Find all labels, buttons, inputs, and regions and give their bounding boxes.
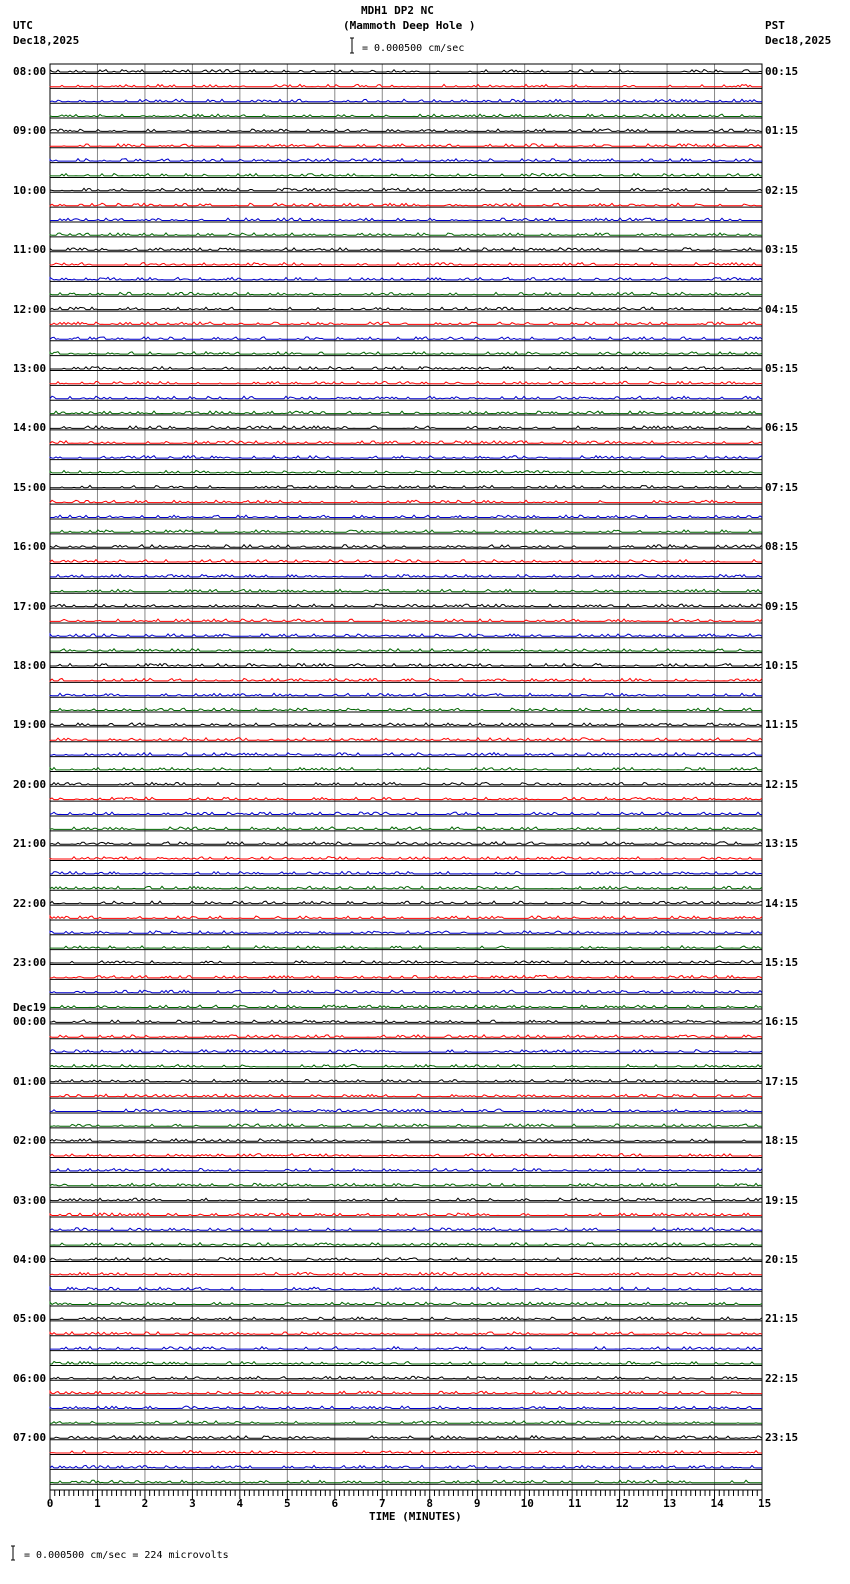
- seismic-trace: [50, 1317, 762, 1320]
- x-tick-label: 2: [141, 1497, 149, 1510]
- pst-hour-label: 04:15: [765, 302, 799, 316]
- seismic-trace: [50, 1094, 762, 1096]
- pst-hour-label: 02:15: [765, 183, 799, 197]
- utc-hour-label: 22:00: [13, 896, 47, 910]
- pst-hour-label: 15:15: [765, 956, 799, 969]
- pst-hour-label: 00:15: [765, 65, 799, 78]
- utc-hour-label: 16:00: [13, 540, 47, 554]
- seismic-trace: [50, 188, 762, 191]
- pst-hour-label: 17:15: [765, 1074, 799, 1088]
- seismic-trace: [50, 1451, 762, 1453]
- pst-hour-label: 13:15: [765, 837, 799, 851]
- seismic-trace: [50, 1347, 762, 1350]
- utc-hour-label: 00:00: [13, 1015, 47, 1029]
- seismic-trace: [50, 1198, 762, 1201]
- seismic-trace: [50, 456, 762, 459]
- seismic-trace: [50, 708, 762, 710]
- pst-hour-label: 05:15: [765, 362, 799, 375]
- seismic-trace: [50, 129, 762, 132]
- seismic-trace: [50, 634, 762, 637]
- seismic-trace: [50, 678, 762, 681]
- seismic-trace: [50, 901, 762, 904]
- seismic-trace: [50, 144, 762, 147]
- utc-hour-label: 23:00: [13, 956, 47, 969]
- seismic-trace: [50, 322, 762, 324]
- seismic-trace: [50, 604, 762, 607]
- seismic-trace: [50, 337, 762, 340]
- seismic-trace: [50, 1124, 762, 1126]
- seismic-trace: [50, 961, 762, 964]
- seismic-trace: [50, 426, 762, 429]
- seismic-trace: [50, 1332, 762, 1335]
- seismic-trace: [50, 1272, 762, 1274]
- seismic-trace: [50, 1213, 762, 1216]
- seismic-trace: [50, 1020, 762, 1023]
- seismic-trace: [50, 70, 762, 73]
- utc-hour-label: 13:00: [13, 362, 47, 375]
- seismic-trace: [50, 1376, 762, 1379]
- seismic-trace: [50, 990, 762, 993]
- seismic-trace: [50, 753, 762, 756]
- pst-hour-label: 01:15: [765, 124, 799, 138]
- seismic-trace: [50, 827, 762, 830]
- seismic-trace: [50, 545, 762, 548]
- seismic-trace: [50, 1183, 762, 1186]
- seismic-trace: [50, 530, 762, 532]
- pst-hour-label: 08:15: [765, 540, 799, 554]
- pst-hour-label: 14:15: [765, 896, 799, 910]
- utc-hour-label: 19:00: [13, 718, 47, 732]
- seismic-trace: [50, 411, 762, 414]
- scale-bar-icon: [350, 38, 354, 53]
- seismic-trace: [50, 174, 762, 176]
- seismic-trace: [50, 931, 762, 934]
- seismic-trace: [50, 99, 762, 102]
- seismic-trace: [50, 664, 762, 667]
- seismic-trace: [50, 218, 762, 221]
- x-tick-label: 15: [758, 1497, 772, 1510]
- footer-scale-label: = 0.000500 cm/sec = 224 microvolts: [24, 1550, 229, 1561]
- x-tick-label: 4: [236, 1497, 244, 1510]
- x-tick-label: 5: [284, 1497, 291, 1510]
- utc-hour-label: 03:00: [13, 1193, 47, 1207]
- site-title: (Mammoth Deep Hole ): [343, 19, 476, 32]
- seismic-trace: [50, 471, 762, 473]
- x-tick-label: 0: [46, 1497, 54, 1510]
- utc-hour-label: 10:00: [13, 183, 47, 197]
- seismic-trace: [50, 114, 762, 116]
- utc-hour-label: 09:00: [13, 124, 47, 138]
- x-tick-label: 3: [189, 1497, 196, 1510]
- seismic-trace: [50, 797, 762, 799]
- utc-hour-label: 18:00: [13, 659, 47, 672]
- utc-hour-label: 12:00: [13, 302, 47, 316]
- pst-hour-label: 10:15: [765, 659, 799, 672]
- seismic-trace: [50, 263, 762, 265]
- seismic-trace: [50, 1243, 762, 1245]
- x-tick-label: 10: [520, 1497, 534, 1510]
- seismic-trace: [50, 277, 762, 280]
- seismic-trace: [50, 1005, 762, 1007]
- station-title: MDH1 DP2 NC: [361, 4, 434, 17]
- seismic-trace: [50, 1362, 762, 1365]
- pst-hour-label: 18:15: [765, 1134, 799, 1148]
- seismic-trace: [50, 812, 762, 815]
- utc-hour-label: 11:00: [13, 243, 47, 257]
- seismic-trace: [50, 768, 762, 770]
- seismic-trace: [50, 1287, 762, 1290]
- x-tick-label: 12: [615, 1497, 629, 1510]
- left-timezone: UTC: [13, 19, 33, 32]
- seismic-trace: [50, 1465, 762, 1468]
- seismic-trace: [50, 1109, 762, 1112]
- utc-hour-label: 21:00: [13, 837, 47, 851]
- x-tick-label: 7: [378, 1497, 386, 1510]
- seismic-trace: [50, 159, 762, 162]
- x-tick-label: 14: [710, 1497, 724, 1510]
- seismic-trace: [50, 1035, 762, 1038]
- seismic-trace: [50, 84, 762, 86]
- day-change-label: Dec19: [13, 1001, 47, 1015]
- seismic-trace: [50, 500, 762, 502]
- utc-hour-label: 05:00: [13, 1312, 47, 1326]
- seismic-trace: [50, 1436, 762, 1439]
- seismic-trace: [50, 1065, 762, 1067]
- footer-scale-bar-icon: [11, 1546, 15, 1560]
- seismic-trace: [50, 693, 762, 695]
- seismic-trace: [50, 1139, 762, 1142]
- seismic-trace: [50, 857, 762, 859]
- seismic-trace: [50, 515, 762, 518]
- seismic-trace: [50, 485, 762, 487]
- x-tick-label: 6: [331, 1497, 339, 1510]
- seismic-trace: [50, 441, 762, 444]
- pst-hour-label: 19:15: [765, 1193, 799, 1207]
- utc-hour-label: 07:00: [13, 1431, 47, 1445]
- right-timezone: PST: [765, 19, 785, 32]
- seismic-trace: [50, 1391, 762, 1393]
- x-tick-label: 9: [473, 1497, 481, 1510]
- seismic-trace: [50, 396, 762, 399]
- left-date: Dec18,2025: [13, 34, 80, 47]
- seismic-trace: [50, 738, 762, 741]
- seismic-trace: [50, 307, 762, 310]
- utc-hour-label: 14:00: [13, 421, 47, 435]
- right-date: Dec18,2025: [765, 34, 832, 47]
- seismic-trace: [50, 1406, 762, 1409]
- seismic-trace: [50, 233, 762, 235]
- seismic-trace: [50, 649, 762, 651]
- seismic-trace: [50, 1302, 762, 1304]
- seismic-trace: [50, 381, 762, 383]
- pst-hour-label: 22:15: [765, 1371, 799, 1385]
- seismic-trace: [50, 1154, 762, 1156]
- x-tick-label: 1: [94, 1497, 101, 1510]
- utc-hour-label: 17:00: [13, 599, 47, 613]
- seismic-trace: [50, 946, 762, 948]
- seismic-trace: [50, 203, 762, 206]
- utc-hour-label: 20:00: [13, 777, 47, 791]
- seismic-trace: [50, 367, 762, 370]
- seismic-trace: [50, 248, 762, 251]
- seismic-trace: [50, 1421, 762, 1423]
- seismic-trace: [50, 1050, 762, 1053]
- x-tick-label: 11: [568, 1497, 582, 1510]
- pst-hour-label: 21:15: [765, 1312, 799, 1326]
- seismic-trace: [50, 575, 762, 577]
- seismic-trace: [50, 1258, 762, 1261]
- pst-hour-label: 06:15: [765, 421, 799, 435]
- pst-hour-label: 12:15: [765, 777, 799, 791]
- seismic-trace: [50, 1480, 762, 1483]
- utc-hour-label: 01:00: [13, 1074, 47, 1088]
- utc-hour-label: 02:00: [13, 1134, 47, 1148]
- utc-hour-label: 06:00: [13, 1371, 47, 1385]
- x-axis-label: TIME (MINUTES): [369, 1510, 462, 1523]
- seismic-trace: [50, 872, 762, 874]
- x-tick-label: 8: [426, 1497, 434, 1510]
- seismic-trace: [50, 975, 762, 978]
- seismic-trace: [50, 1079, 762, 1082]
- scale-label: = 0.000500 cm/sec: [362, 43, 465, 54]
- pst-hour-label: 16:15: [765, 1015, 799, 1029]
- pst-hour-label: 20:15: [765, 1253, 799, 1266]
- seismic-trace: [50, 1228, 762, 1231]
- pst-hour-label: 09:15: [765, 599, 799, 613]
- pst-hour-label: 07:15: [765, 480, 799, 494]
- utc-hour-label: 15:00: [13, 480, 47, 494]
- utc-hour-label: 08:00: [13, 65, 47, 78]
- seismic-trace: [50, 352, 762, 354]
- seismic-trace: [50, 292, 762, 295]
- pst-hour-label: 23:15: [765, 1431, 799, 1445]
- utc-hour-label: 04:00: [13, 1253, 47, 1266]
- pst-hour-label: 03:15: [765, 243, 799, 257]
- seismic-trace: [50, 782, 762, 785]
- seismic-trace: [50, 619, 762, 621]
- seismic-trace: [50, 842, 762, 845]
- pst-hour-label: 11:15: [765, 718, 799, 732]
- seismic-trace: [50, 916, 762, 918]
- seismic-trace: [50, 1168, 762, 1171]
- x-tick-label: 13: [663, 1497, 677, 1510]
- seismic-trace: [50, 886, 762, 889]
- seismic-trace: [50, 723, 762, 726]
- seismic-trace: [50, 589, 762, 592]
- seismic-trace: [50, 560, 762, 562]
